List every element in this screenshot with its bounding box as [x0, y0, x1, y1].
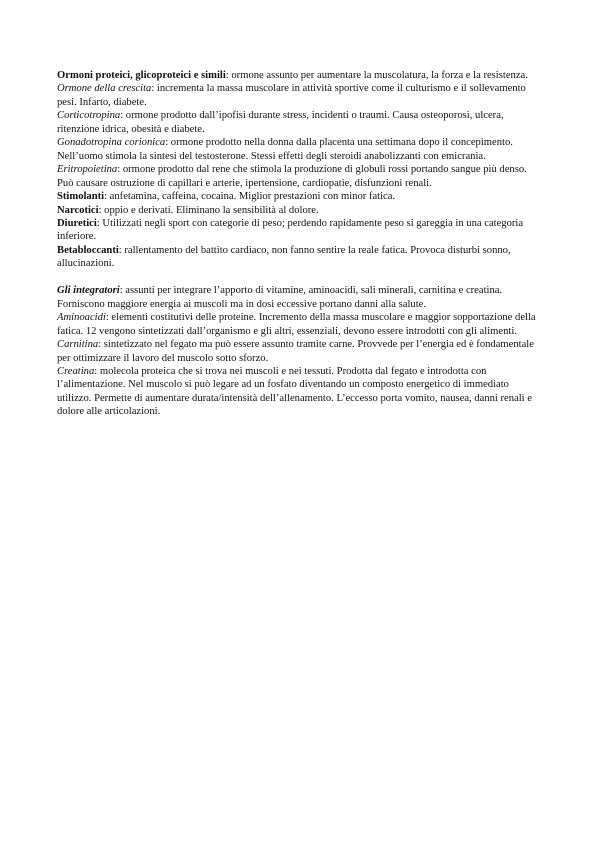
- text-gonadotropina: : ormone prodotto nella donna dalla placenta una settimana dopo il concepimento. Nell’uomo stimola la sintesi del testosterone. Stessi effetti degli steroidi anabolizzanti con emicrania.: [57, 137, 513, 162]
- term-aminoacidi: Aminoacidi: [57, 312, 106, 324]
- text-stimolanti: : anfetamina, caffeina, cocaina. Miglior prestazioni con minor fatica.: [104, 191, 396, 203]
- blank-line: [57, 271, 542, 284]
- text-integratori: : assunti per integrare l’apporto di vitamine, aminoacidi, sali minerali, carnitina e creatina. Forniscono maggiore energia ai muscoli ma in dosi eccessive portano danni alla salute.: [57, 285, 503, 310]
- text-carnitina: : sintetizzato nel fegato ma può essere assunto tramite carne. Provvede per l’energia ed è fondamentale per ottimizzare il lavoro del muscolo sotto sforzo.: [57, 339, 534, 364]
- term-eritropoietina: Eritropoietina: [57, 164, 118, 176]
- text-diuretici: : Utilizzati negli sport con categorie di peso; perdendo rapidamente peso si gareggia in una categoria inferiore.: [57, 217, 524, 243]
- paragraph-integratori: [57, 284, 542, 311]
- term-stimolanti: Stimolanti: [57, 191, 105, 203]
- document-body: [57, 69, 542, 419]
- paragraph-carnitina: [57, 338, 542, 365]
- text-corticotropina: : ormone prodotto dall’ipofisi durante stress, incidenti o traumi. Causa osteoporosi, ulcera, ritenzione idrica, obesità e diabete.: [57, 110, 504, 135]
- text-aminoacidi: : elementi costitutivi delle proteine. Incremento della massa muscolare e maggior sopportazione della fatica. 12 vengono sintetizzati dall’organismo e gli altri, essenziali, devono essere introdotti con gli alimenti.: [57, 312, 536, 337]
- paragraph-narcotici: [57, 204, 542, 217]
- term-betabloccanti: Betabloccanti: [57, 244, 119, 256]
- paragraph-corticotropina: [57, 109, 542, 136]
- term-diuretici: Diuretici: [57, 217, 97, 229]
- term-carnitina: Carnitina: [57, 339, 99, 351]
- term-corticotropina: Corticotropina: [57, 110, 121, 122]
- term-gonadotropina: Gonadotropina corionica: [57, 137, 166, 149]
- paragraph-ormoni: [57, 69, 542, 82]
- paragraph-ormone-crescita: [57, 82, 542, 109]
- paragraph-aminoacidi: [57, 311, 542, 338]
- term-ormone-crescita: Ormone della crescita: [57, 83, 152, 95]
- paragraph-creatina: [57, 365, 542, 419]
- text-eritropoietina: : ormone prodotto dal rene che stimola la produzione di globuli rossi portando sangue più denso. Può causare ostruzione di capillari e arterie, ipertensione, cardiopatie, disfunzioni renali.: [57, 164, 527, 189]
- term-creatina: Creatina: [57, 365, 95, 377]
- paragraph-diuretici: [57, 217, 542, 244]
- text-ormone-crescita: : incrementa la massa muscolare in attività sportive come il culturismo e il sollevamento pesi. Infarto, diabete.: [57, 83, 526, 108]
- term-ormoni: Ormoni proteici, glicoproteici e simili: [57, 70, 226, 81]
- paragraph-betabloccanti: [57, 244, 542, 271]
- text-betabloccanti: : rallentamento del battito cardiaco, non fanno sentire la reale fatica. Provoca disturbi sonno, allucinazioni.: [57, 244, 511, 270]
- term-integratori: Gli integratori: [57, 285, 120, 297]
- term-narcotici: Narcotici: [57, 204, 99, 216]
- paragraph-stimolanti: [57, 190, 542, 203]
- paragraph-gonadotropina: [57, 136, 542, 163]
- text-narcotici: : oppio e derivati. Eliminano la sensibilità al dolore.: [98, 204, 319, 216]
- text-ormoni: : ormone assunto per aumentare la muscolatura, la forza e la resistenza.: [225, 70, 528, 81]
- text-creatina: : molecola proteica che si trova nei muscoli e nei tessuti. Prodotta dal fegato e introdotta con l’alimentazione. Nel muscolo si può legare ad un fosfato diventando un composto energetico di immediato utilizzo. Permette di aumentare durata/intensità dell’allenamento. L’eccesso porta vomito, nausea, danni renali e dolore alle articolazioni.: [57, 365, 532, 418]
- paragraph-eritropoietina: [57, 163, 542, 190]
